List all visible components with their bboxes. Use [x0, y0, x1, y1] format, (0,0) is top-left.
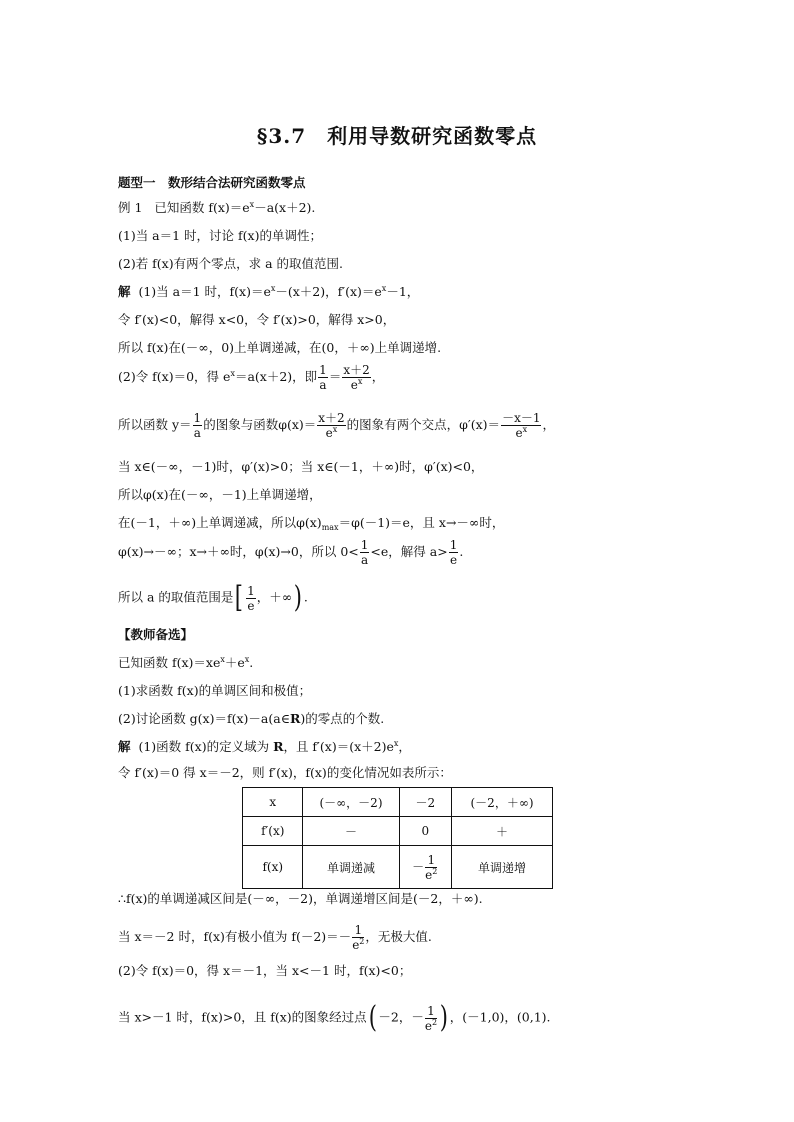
- table-row: f′(x) － 0 ＋: [243, 817, 553, 846]
- example-1-question-2: (2)若 f(x)有两个零点，求 a 的取值范围.: [118, 256, 343, 271]
- fraction-x-plus-2-over-ex: $\frac{x+2}{e^x}$: [343, 363, 370, 392]
- solution-line-10: 所以 a 的取值范围是[ $\frac{1}{e}$ ，＋∞) .: [118, 580, 308, 615]
- teacher-solution-line-4: 当 x＝－2 时，f(x)有极小值为 f(－2)＝－ $\frac{1}{e^2}$ ，无极大值.: [118, 923, 432, 952]
- fraction-1-over-a: $\frac{1}{a}$: [360, 538, 369, 567]
- solution-line-6: 当 x∈(－∞，－1)时，φ′(x)>0；当 x∈(－1，＋∞)时，φ′(x)<0，: [118, 459, 484, 474]
- fraction-1-over-e2: $\frac{1}{e^2}$: [424, 1003, 438, 1033]
- teacher-problem-stem: 已知函数 $f(x)=xe^x+e^x$.: [118, 655, 254, 670]
- solution-line-9: φ(x)→－∞；x→＋∞时，φ(x)→0，所以 0< $\frac{1}{a}$ <e，解得 a> $\frac{1}{e}$ .: [118, 538, 464, 567]
- solution-line-3: 所以 f(x)在(－∞，0)上单调递减，在(0，＋∞)上单调递增.: [118, 340, 442, 355]
- teacher-selection-header: 【教师备选】: [118, 627, 194, 642]
- solution-line-5: 所以函数 y＝ $\frac{1}{a}$ 的图象与函数φ(x)＝ $\frac{x+2}{e^x}$ 的图象有两个交点，φ′(x)＝ $\frac{-x-1}{e^x}$ ，: [118, 411, 555, 440]
- teacher-solution-line-2: 令 f′(x)＝0 得 x＝－2，则 f′(x)，f(x)的变化情况如表所示：: [118, 765, 452, 780]
- fraction-1-over-e2: $\frac{1}{e^2}$: [425, 852, 438, 882]
- fraction-1-over-e: $\frac{1}{e}$: [247, 583, 255, 613]
- page-title: §3.7 利用导数研究函数零点: [256, 124, 538, 148]
- right-paren-icon: ): [439, 1000, 449, 1035]
- teacher-solution-line-6: 当 x>－1 时，f(x)>0，且 f(x)的图象经过点( －2，－ $\frac{1}{e^2}$ ) ，(－1,0)，(0,1).: [118, 1000, 551, 1035]
- solution-line-2: 令 f′(x)<0，解得 x<0，令 f′(x)>0，解得 x>0，: [118, 312, 396, 327]
- left-paren-icon: (: [368, 1000, 377, 1035]
- example-1-stem: 例 1 已知函数 $f(x)=e^x-a(x+2)$.: [118, 200, 316, 215]
- teacher-solution-line-5: (2)令 f(x)＝0，得 x＝－1，当 x<－1 时，f(x)<0；: [118, 963, 412, 978]
- solution-line-8: 在(－1，＋∞)上单调递减，所以$\varphi(x)_{max}=\varphi(-1)=e$，且 x→－∞时，: [118, 515, 505, 532]
- teacher-solution-line-3: ∴f(x)的单调递减区间是(－∞，－2)，单调递增区间是(－2，＋∞).: [118, 891, 483, 906]
- table-cell-min-value: － $\frac{1}{e^2}$: [399, 846, 452, 889]
- right-paren-icon: ): [293, 580, 303, 615]
- teacher-solution-line-1: 解 (1)函数 f(x)的定义域为 R，且 $f'(x)=(x+2)e^x$，: [118, 739, 411, 754]
- solution-line-7: 所以φ(x)在(－∞，－1)上单调递增，: [118, 487, 322, 502]
- solution-line-1: 解 (1)当 a＝1 时，$f(x)=e^x-(x+2)$，$f'(x)=e^x-1$，: [118, 284, 420, 299]
- fraction-1-over-e2: $\frac{1}{e^2}$: [352, 923, 365, 952]
- fraction-1-over-e: $\frac{1}{e}$: [449, 538, 458, 567]
- example-1-question-1: (1)当 a＝1 时，讨论 f(x)的单调性；: [118, 228, 322, 243]
- teacher-question-1: (1)求函数 f(x)的单调区间和极值；: [118, 683, 312, 698]
- fraction-1-over-a: $\frac{1}{a}$: [193, 411, 202, 440]
- left-bracket-icon: [: [235, 580, 244, 615]
- table-row: f(x) 单调递减 － $\frac{1}{e^2}$ 单调递增: [243, 846, 553, 889]
- fraction-1-over-a: $\frac{1}{a}$: [319, 363, 327, 392]
- section-heading: 题型一 数形结合法研究函数零点: [118, 175, 306, 190]
- fraction-derivative: $\frac{-x-1}{e^x}$: [502, 411, 541, 440]
- solution-line-4: (2)令 f(x)＝0，得 $e^x=a(x+2)$，即 $\frac{1}{a}$ ＝ $\frac{x+2}{e^x}$ ，: [118, 363, 385, 392]
- teacher-question-2: (2)讨论函数 g(x)＝f(x)－a(a∈R)的零点的个数.: [118, 711, 385, 726]
- table-row: x (－∞，－2) －2 (－2，＋∞): [243, 788, 553, 817]
- fraction-x-plus-2-over-ex: $\frac{x+2}{e^x}$: [318, 411, 345, 440]
- variation-table: [242, 787, 553, 889]
